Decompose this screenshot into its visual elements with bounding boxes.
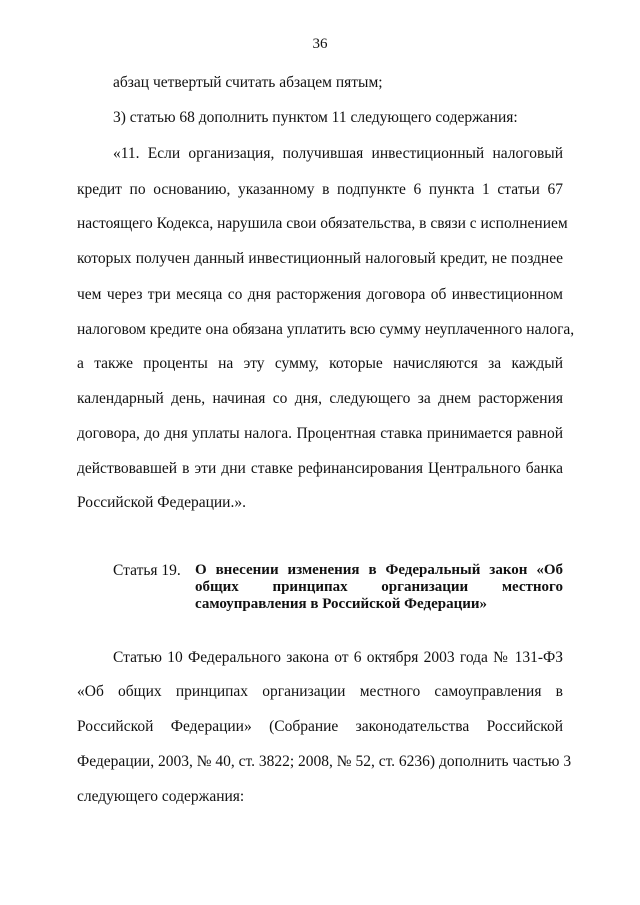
paragraph-line: кредит по основанию, указанному в подпункте 6 пункта 1 статьи 67: [77, 181, 563, 198]
page-number: 36: [312, 36, 328, 52]
paragraph-line: которых получен данный инвестиционный налоговый кредит, не позднее: [77, 250, 563, 267]
paragraph-line: настоящего Кодекса, нарушила свои обязательства, в связи с исполнением: [77, 215, 568, 232]
paragraph-line: 3) статью 68 дополнить пунктом 11 следующего содержания:: [113, 109, 518, 126]
paragraph-line: следующего содержания:: [77, 788, 245, 805]
article-title-line: О внесении изменения в Федеральный закон «Об: [195, 562, 563, 578]
paragraph-line: Федерации, 2003, № 40, ст. 3822; 2008, № 52, ст. 6236) дополнить частью 3: [77, 753, 572, 770]
article-label: Статья 19.: [113, 562, 181, 579]
paragraph-line: договора, до дня уплаты налога. Процентная ставка принимается равной: [77, 425, 563, 442]
paragraph-line: действовавшей в эти дни ставке рефинансирования Центрального банка: [77, 460, 563, 477]
paragraph-line: календарный день, начиная со дня, следующего за днем расторжения: [77, 390, 563, 407]
paragraph-line: чем через три месяца со дня расторжения договора об инвестиционном: [77, 286, 563, 303]
paragraph-line: «Об общих принципах организации местного самоуправления в: [77, 683, 563, 700]
paragraph-line: абзац четвертый считать абзацем пятым;: [113, 74, 383, 91]
paragraph-line: налоговом кредите она обязана уплатить всю сумму неуплаченного налога,: [77, 321, 575, 338]
paragraph-line: а также проценты на эту сумму, которые начисляются за каждый: [77, 355, 563, 372]
paragraph-line: Статью 10 Федерального закона от 6 октября 2003 года № 131-ФЗ: [113, 649, 563, 666]
paragraph-line: Российской Федерации» (Собрание законодательства Российской: [77, 718, 563, 735]
article-title-line: самоуправления в Российской Федерации»: [195, 596, 487, 612]
paragraph-line: Российской Федерации.».: [77, 494, 246, 511]
article-title-line: общих принципах организации местного: [195, 579, 563, 595]
paragraph-line: «11. Если организация, получившая инвестиционный налоговый: [113, 145, 563, 162]
